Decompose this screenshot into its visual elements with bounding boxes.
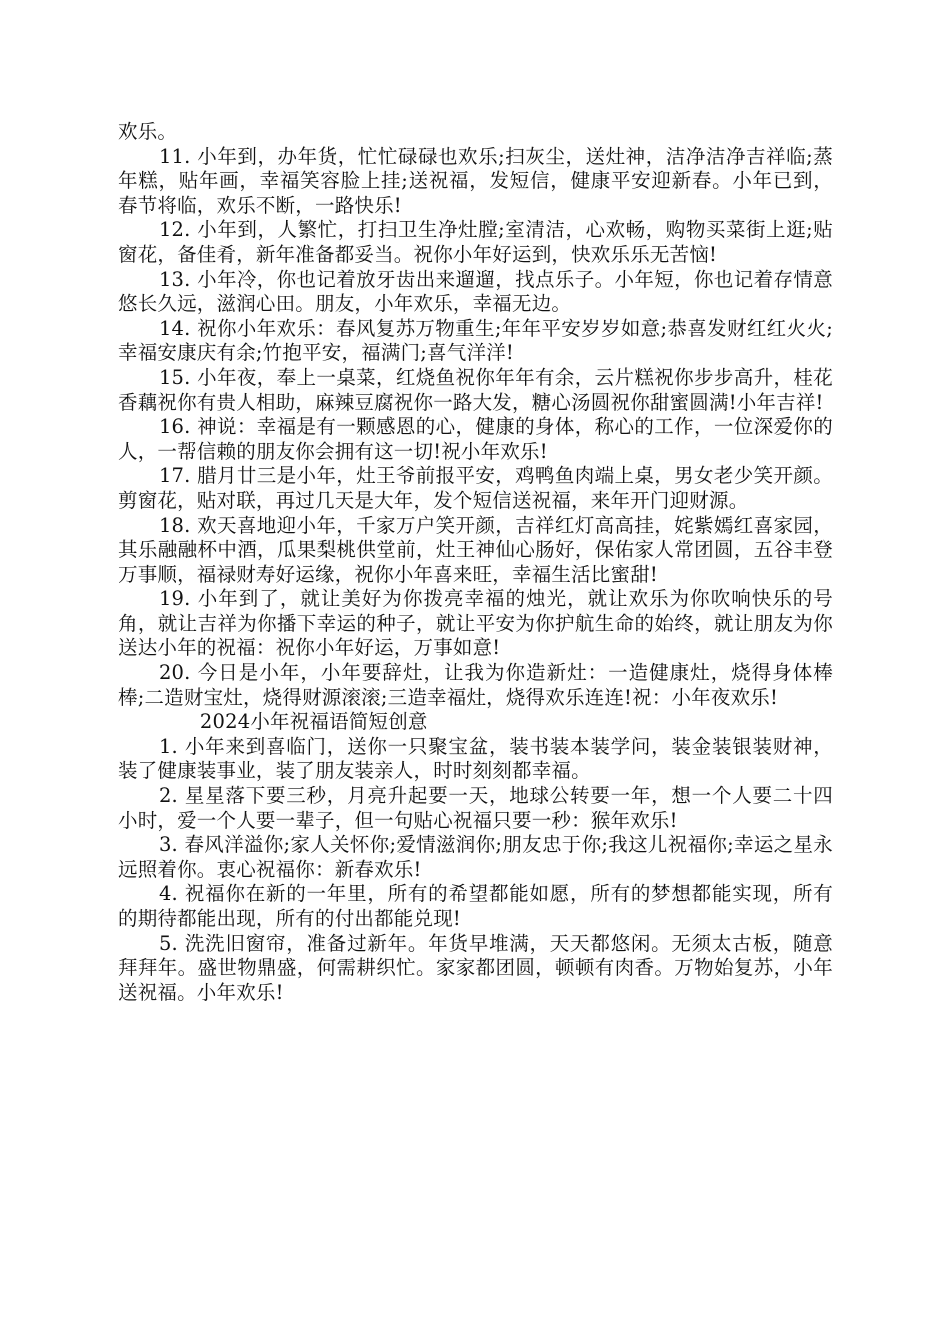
creative-blessing-4: 4. 祝福你在新的一年里，所有的希望都能如愿，所有的梦想都能实现，所有的期待都能出现，所有的付出都能兑现! (118, 882, 833, 930)
blessing-20: 20. 今日是小年，小年要辞灶，让我为你造新灶：一造健康灶，烧得身体棒棒;二造财宝灶，烧得财源滚滚;三造幸福灶，烧得欢乐连连!祝：小年夜欢乐! (118, 661, 833, 709)
blessing-19: 19. 小年到了，就让美好为你拨亮幸福的烛光，就让欢乐为你吹响快乐的号角，就让吉祥为你播下幸运的种子，就让平安为你护航生命的始终，就让朋友为你送达小年的祝福：祝你小年好运，万事如意! (118, 587, 833, 660)
creative-blessing-5: 5. 洗洗旧窗帘，准备过新年。年货早堆满，天天都悠闲。无须太古板，随意拜拜年。盛世物鼎盛，何需耕织忙。家家都团圆，顿顿有肉香。万物始复苏，小年送祝福。小年欢乐! (118, 931, 833, 1004)
document-body (118, 120, 833, 1005)
creative-blessing-2: 2. 星星落下要三秒，月亮升起要一天，地球公转要一年，想一个人要二十四小时，爱一个人要一辈子，但一句贴心祝福只要一秒：猴年欢乐! (118, 784, 833, 832)
blessing-16: 16. 神说：幸福是有一颗感恩的心，健康的身体，称心的工作，一位深爱你的人，一帮信赖的朋友你会拥有这一切!祝小年欢乐! (118, 415, 833, 463)
creative-blessing-3: 3. 春风洋溢你;家人关怀你;爱情滋润你;朋友忠于你;我这儿祝福你;幸运之星永远照着你。衷心祝福你：新春欢乐! (118, 833, 833, 881)
blessing-17: 17. 腊月廿三是小年，灶王爷前报平安，鸡鸭鱼肉端上桌，男女老少笑开颜。剪窗花，贴对联，再过几天是大年，发个短信送祝福，来年开门迎财源。 (118, 464, 833, 512)
blessing-18: 18. 欢天喜地迎小年，千家万户笑开颜，吉祥红灯高高挂，姹紫嫣红喜家园，其乐融融杯中酒，瓜果梨桃供堂前，灶王神仙心肠好，保佑家人常团圆，五谷丰登万事顺，福禄财寿好运缘，祝你小年喜来旺，幸福生活比蜜甜! (118, 513, 833, 586)
blessing-11: 11. 小年到，办年货，忙忙碌碌也欢乐;扫灰尘，送灶神，洁净洁净吉祥临;蒸年糕，贴年画，幸福笑容脸上挂;送祝福，发短信，健康平安迎新春。小年已到，春节将临，欢乐不断，一路快乐! (118, 144, 833, 217)
blessing-15: 15. 小年夜，奉上一桌菜，红烧鱼祝你年年有余，云片糕祝你步步高升，桂花香藕祝你有贵人相助，麻辣豆腐祝你一路大发，糖心汤圆祝你甜蜜圆满!小年吉祥! (118, 365, 833, 414)
blessing-12: 12. 小年到，人繁忙，打扫卫生净灶膛;室清洁，心欢畅，购物买菜街上逛;贴窗花，备佳肴，新年准备都妥当。祝你小年好运到，快欢乐乐无苦恼! (118, 218, 833, 266)
section-heading: 2024小年祝福语简短创意 (199, 710, 428, 734)
creative-blessing-1: 1. 小年来到喜临门，送你一只聚宝盆，装书装本装学问，装金装银装财神，装了健康装事业，装了朋友装亲人，时时刻刻都幸福。 (118, 734, 833, 783)
blessing-13: 13. 小年冷，你也记着放牙齿出来遛遛，找点乐子。小年短，你也记着存情意悠长久远，滋润心田。朋友，小年欢乐，幸福无边。 (118, 267, 833, 316)
blessing-14: 14. 祝你小年欢乐：春风复苏万物重生;年年平安岁岁如意;恭喜发财红红火火;幸福安康庆有余;竹抱平安，福满门;喜气洋洋! (118, 316, 833, 365)
continuation-paragraph: 欢乐。 (118, 120, 178, 143)
